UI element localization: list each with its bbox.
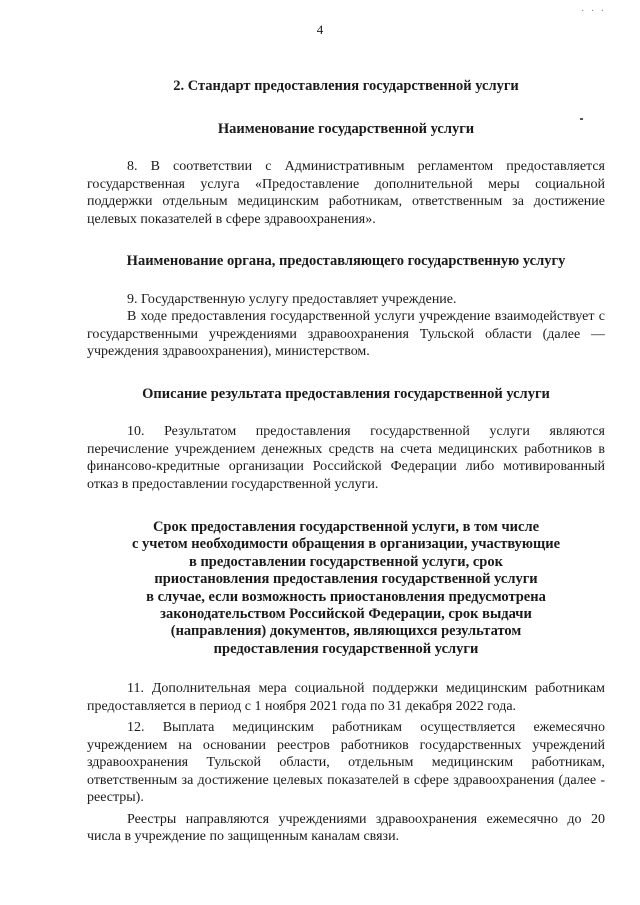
heading-term-line: Срок предоставления государственной услуги, в том числе: [152, 519, 540, 535]
paragraph-12: 12. Выплата медицинским работникам осуществляется ежемесячно учреждением на основании реестров работников государственных учреждений здравоохранения Тульской области, отдельным медицинским работникам, ответственным за достижение целевых показателей в сфере здравоохранения (далее - реестры).: [87, 720, 605, 806]
heading-term-line: (направления) документов, являющихся результатом: [170, 623, 522, 640]
heading-term-line: законодательством Российской Федерации, срок выдачи: [160, 606, 532, 623]
page-number: 4: [316, 22, 324, 37]
paragraph-8: 8. В соответствии с Административным регламентом предоставляется государственная услуга «Предоставление дополнительной меры социальной поддержки отдельным медицинским работникам, ответственным за достижение целевых показателей в сфере здравоохранения».: [87, 159, 605, 227]
paragraph-9: 9. Государственную услугу предоставляет учреждение.: [127, 291, 457, 307]
heading-term-line: в предоставлении государственной услуги, срок: [189, 553, 503, 570]
paragraph-10: 10. Результатом предоставления государственной услуги являются перечисление учреждением денежных средств на счета медицинских работников в финансово-кредитные организации Российской Федерации либо мотивированный отказ в предоставлении государственной услуги.: [87, 424, 605, 492]
heading-service-name: Наименование государственной услуги: [217, 120, 475, 137]
heading-term-line: приостановления предоставления государственной услуги: [154, 571, 538, 588]
paragraph-12-registers: Реестры направляются учреждениями здравоохранения ежемесячно до 20 числа в учреждение по защищенным каналам связи.: [87, 811, 605, 845]
heading-term-line: в случае, если возможность приостановления предусмотрена: [146, 588, 546, 605]
heading-provider: Наименование органа, предоставляющего государственную услугу: [126, 253, 566, 269]
section-title: 2. Стандарт предоставления государственной услуги: [173, 78, 519, 94]
scan-artifact-mark: · · ·: [581, 6, 606, 17]
paragraph-11: 11. Дополнительная мера социальной поддержки медицинским работникам предоставляется в период с 1 ноября 2021 года по 31 декабря 2022 года.: [87, 681, 605, 714]
heading-term: [87, 519, 605, 658]
document-body: [87, 70, 605, 846]
heading-term-line: с учетом необходимости обращения в организации, участвующие: [131, 536, 561, 553]
heading-result: Описание результата предоставления государственной услуги: [142, 385, 550, 402]
paragraph-9-interaction: В ходе предоставления государственной услуги учреждение взаимодействует с государственными учреждениями здравоохранения Тульской области (далее — учреждения здравоохранения), министерством.: [87, 309, 605, 359]
heading-term-line: предоставления государственной услуги: [213, 640, 479, 657]
